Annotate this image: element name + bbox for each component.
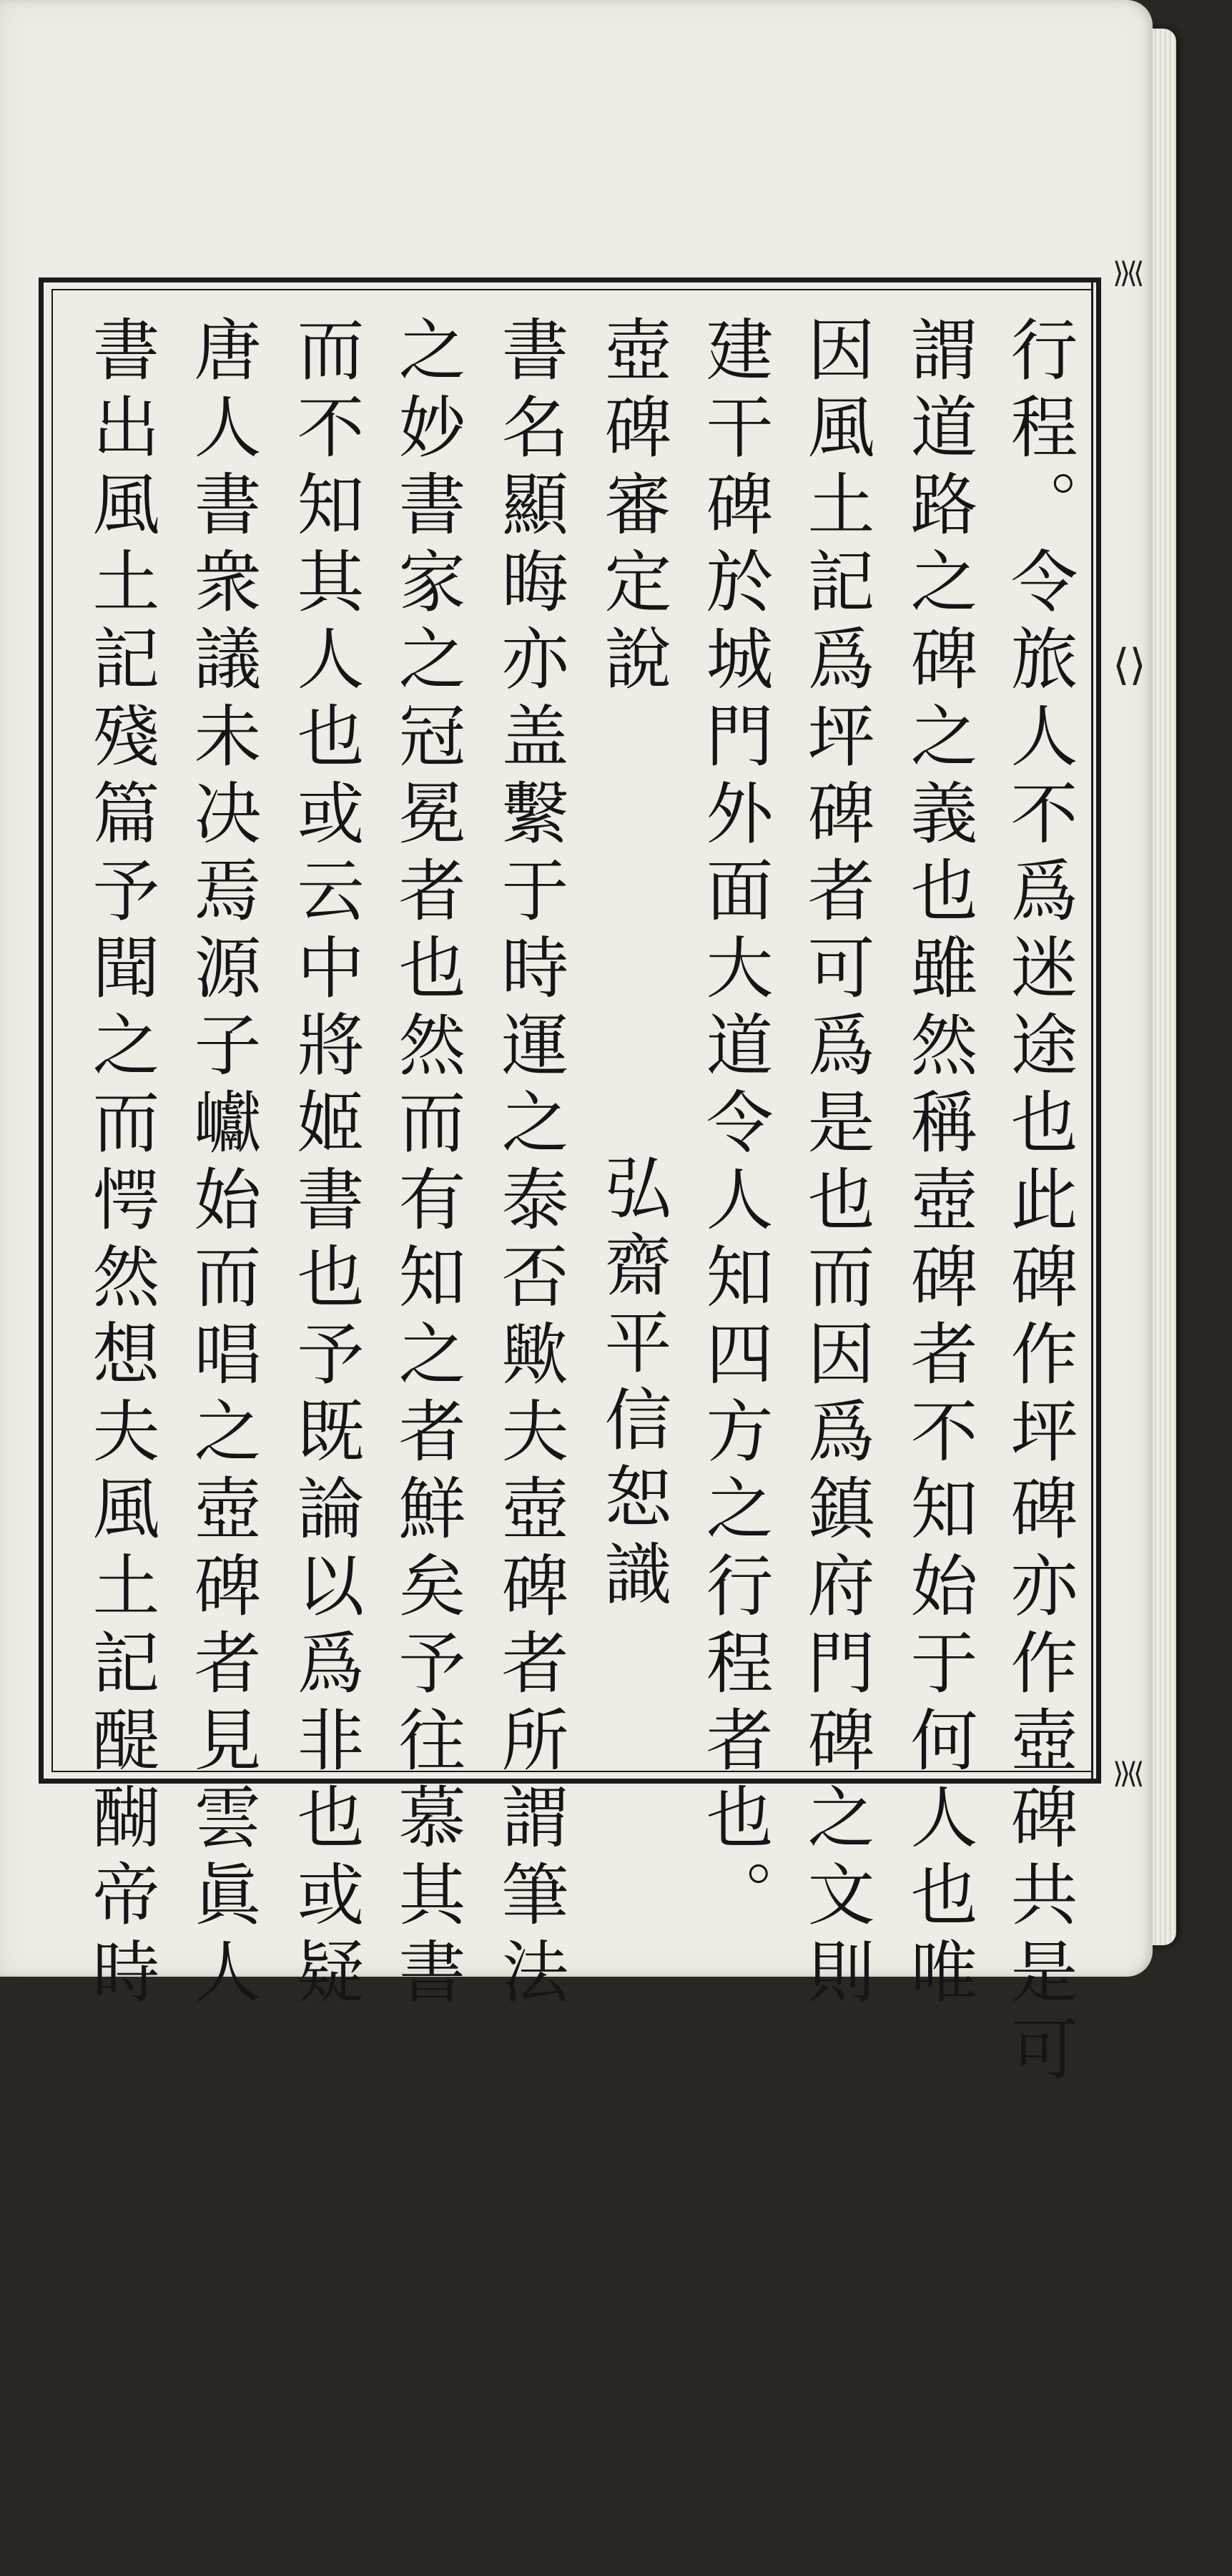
gutter-rule xyxy=(1091,280,1093,1779)
heading-column: 壺碑審定說 xyxy=(593,315,671,701)
lower-fishtail-mark: ⟩⟩⟨⟨ xyxy=(1113,1757,1140,1790)
text-column-8: 唐人書衆議未决焉源子巘始而唱之壺碑者見雲眞人 xyxy=(182,315,260,2014)
text-column-4: 建干碑於城門外面大道令人知四方之行程者也。 xyxy=(694,315,772,1937)
text-column-1: 行程。令旅人不爲迷途也此碑作坪碑亦作壺碑共是可 xyxy=(999,315,1077,2091)
centre-mark: ⟨⟩ xyxy=(1113,640,1146,690)
text-column-5: 書名顯晦亦盖繫于時運之泰否歟夫壺碑者所謂筆法 xyxy=(490,315,568,2014)
text-column-9: 書出風土記殘篇予聞之而愕然想夫風土記醍醐帝時 xyxy=(81,315,159,2014)
text-column-6: 之妙書家之冠冕者也然而有知之者鮮矣予往慕其書 xyxy=(387,315,465,2014)
text-column-2: 謂道路之碑之義也雖然稱壺碑者不知始于何人也唯 xyxy=(899,315,977,2014)
text-column-7: 而不知其人也或云中將姬書也予既論以爲非也或疑 xyxy=(285,315,363,2014)
text-column-3: 因風土記爲坪碑者可爲是也而因爲鎮府門碑之文則 xyxy=(796,315,874,2014)
signature-column: 弘齋平信恕識 xyxy=(593,1153,671,1616)
upper-fishtail-mark: ⟩⟩⟨⟨ xyxy=(1113,257,1140,290)
